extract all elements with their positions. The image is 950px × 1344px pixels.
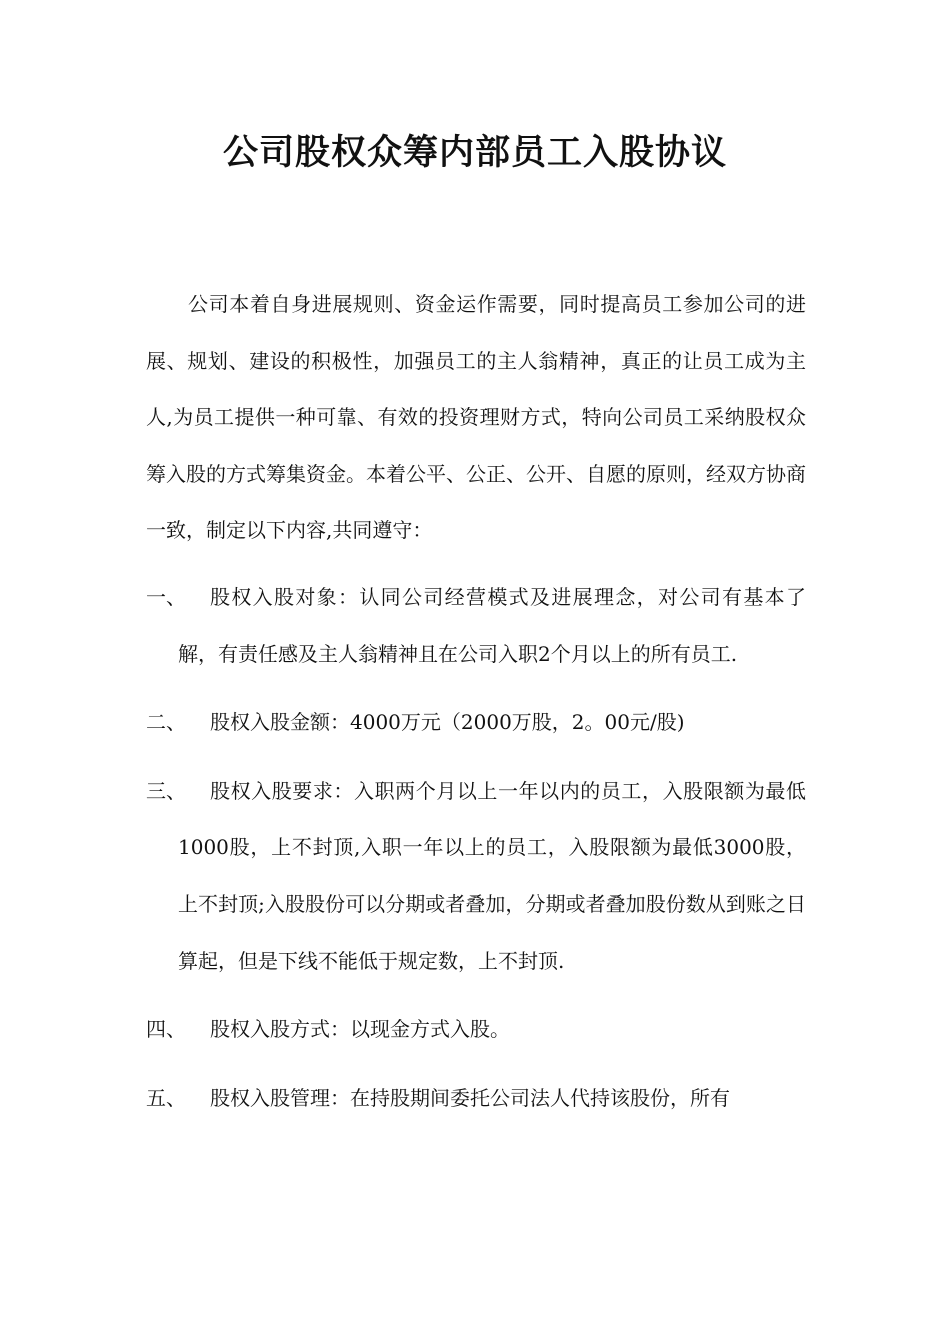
clause-number: 三、 (146, 778, 186, 803)
clause-number: 五、 (146, 1085, 186, 1110)
clause-3 (146, 763, 806, 989)
clause-list (146, 569, 806, 1138)
clause-number: 四、 (146, 1017, 186, 1042)
clause-2 (146, 694, 806, 751)
clause-1 (146, 569, 806, 682)
clause-text: 股权入股对象：认同公司经营模式及进展理念，对公司有基本了解，有责任感及主人翁精神且在公司入职2个月以上的所有员工. (178, 585, 806, 666)
clause-text: 股权入股管理：在持股期间委托公司法人代持该股份，所有 (210, 1085, 730, 1110)
clause-number: 一、 (146, 585, 186, 609)
clause-4 (146, 1001, 806, 1058)
clause-text: 股权入股要求：入职两个月以上一年以内的员工，入股限额为最低1000股，上不封顶,入职一年以上的员工，入股限额为最低3000股，上不封顶;入股股份可以分期或者叠加，分期或者叠加股份数从到账之日算起，但是下线不能低于规定数，上不封顶. (178, 778, 806, 973)
document-title: 公司股权众筹内部员工入股协议 (222, 132, 727, 173)
intro-paragraph: 公司本着自身进展规则、资金运作需要，同时提高员工参加公司的进展、规划、建设的积极性，加强员工的主人翁精神，真正的让员工成为主人,为员工提供一种可靠、有效的投资理财方式，特向公司员工采纳股权众筹入股的方式筹集资金。本着公平、公正、公开、自愿的原则，经双方协商一致，制定以下内容,共同遵守： (146, 292, 806, 543)
clause-text: 股权入股金额：4000万元（2000万股，2。00元/股) (210, 710, 685, 735)
clause-text: 股权入股方式：以现金方式入股。 (210, 1017, 510, 1042)
clause-number: 二、 (146, 710, 186, 735)
clause-5 (146, 1070, 806, 1127)
